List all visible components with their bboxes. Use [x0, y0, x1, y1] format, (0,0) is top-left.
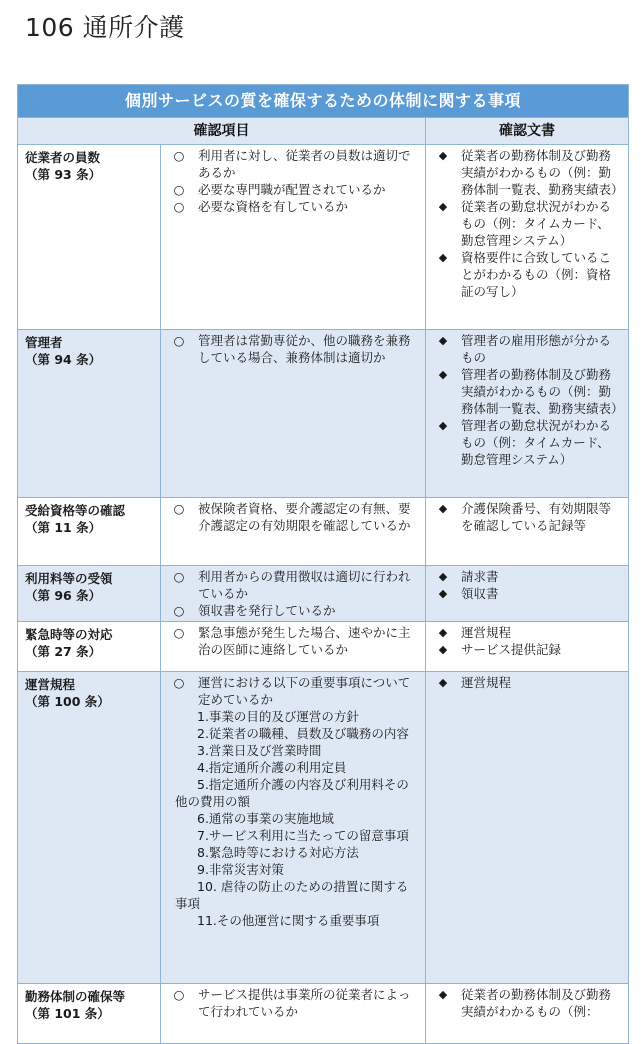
check-item-list: [165, 332, 419, 366]
category-name: 管理者: [25, 335, 63, 350]
category-name: 従業者の員数: [25, 150, 101, 165]
category-article: （第 100 条）: [25, 694, 110, 709]
document-item: [430, 198, 622, 249]
row-documents: [426, 672, 629, 984]
check-item: [165, 198, 419, 215]
category-article: （第 94 条）: [25, 352, 102, 367]
row-documents: [426, 330, 629, 498]
document-text: 領収書: [461, 586, 499, 601]
category-article: （第 11 条）: [25, 520, 102, 535]
table-row: [18, 330, 629, 498]
circle-bullet-icon: ○: [173, 333, 185, 348]
check-item-text: 利用者からの費用徴収は適切に行われているか: [198, 569, 411, 601]
table-banner: 個別サービスの質を確保するための体制に関する事項: [18, 85, 629, 118]
document-text: 資格要件に合致していることがわかるもの（例：資格証の写し）: [461, 250, 612, 299]
check-item: [165, 624, 419, 658]
table-row: [18, 672, 629, 984]
check-item: [165, 332, 419, 366]
diamond-bullet-icon: ◆: [438, 643, 448, 656]
document-text: 従業者の勤務体制及び勤務実績がわかるもの（例：: [461, 987, 612, 1019]
subitem: 4.指定通所介護の利用定員: [197, 760, 347, 775]
subitem-list: [165, 708, 419, 929]
row-check-items: [161, 330, 426, 498]
table-row: [18, 498, 629, 566]
diamond-bullet-icon: ◆: [438, 988, 448, 1001]
check-item-text: 必要な資格を有しているか: [198, 199, 349, 214]
check-item: [165, 602, 419, 619]
document-text: 従業者の勤務体制及び勤務実績がわかるもの（例：勤務体制一覧表、勤務実績表）: [461, 148, 624, 197]
document-list: [430, 624, 622, 658]
diamond-bullet-icon: ◆: [438, 334, 448, 347]
row-category: [18, 566, 161, 622]
diamond-bullet-icon: ◆: [438, 587, 448, 600]
document-item: [430, 568, 622, 585]
document-list: [430, 568, 622, 602]
document-text: 従業者の勤怠状況がわかるもの（例：タイムカード、勤怠管理システム）: [461, 199, 612, 248]
row-category: [18, 984, 161, 1044]
row-check-items: [161, 498, 426, 566]
check-item: [165, 674, 419, 708]
page-title: 106 通所介護: [25, 13, 185, 42]
document-list: [430, 986, 622, 1020]
check-item-list: [165, 568, 419, 619]
document-text: 管理者の雇用形態が分かるもの: [461, 333, 612, 365]
category-article: （第 27 条）: [25, 644, 102, 659]
document-list: [430, 332, 622, 468]
category-name: 利用料等の受領: [25, 571, 113, 586]
category-name: 運営規程: [25, 677, 76, 692]
subitem: 8.緊急時等における対応方法: [197, 845, 359, 860]
column-header-docs: 確認文書: [426, 118, 629, 145]
circle-bullet-icon: ○: [173, 625, 185, 640]
document-item: [430, 641, 622, 658]
document-text: 運営規程: [461, 625, 512, 640]
check-item-list: [165, 147, 419, 215]
row-category: [18, 672, 161, 984]
check-item-list: [165, 986, 419, 1020]
check-item-text: 運営における以下の重要事項について定めているか: [198, 675, 411, 707]
check-item: [165, 986, 419, 1020]
document-text: 請求書: [461, 569, 499, 584]
document-text: サービス提供記録: [461, 642, 562, 657]
circle-bullet-icon: ○: [173, 987, 185, 1002]
table-row: [18, 566, 629, 622]
document-item: [430, 624, 622, 641]
row-documents: [426, 145, 629, 330]
row-category: [18, 145, 161, 330]
row-category: [18, 622, 161, 672]
document-item: [430, 147, 622, 198]
check-item-text: 管理者は常勤専従か、他の職務を兼務している場合、兼務体制は適切か: [198, 333, 411, 365]
subitem: 9.非常災害対策: [197, 862, 284, 877]
row-documents: [426, 498, 629, 566]
check-item-list: [165, 674, 419, 708]
row-check-items: [161, 984, 426, 1044]
subitem: 1.事業の目的及び運営の方針: [197, 709, 359, 724]
diamond-bullet-icon: ◆: [438, 626, 448, 639]
document-item: [430, 332, 622, 366]
table-row: [18, 622, 629, 672]
document-list: [430, 147, 622, 300]
subitem: 11.その他運営に関する重要事項: [197, 913, 380, 928]
diamond-bullet-icon: ◆: [438, 419, 448, 432]
diamond-bullet-icon: ◆: [438, 200, 448, 213]
check-item-text: 必要な専門職が配置されているか: [198, 182, 386, 197]
category-name: 受給資格等の確認: [25, 503, 126, 518]
table-row: [18, 984, 629, 1044]
circle-bullet-icon: ○: [173, 569, 185, 584]
diamond-bullet-icon: ◆: [438, 502, 448, 515]
document-item: [430, 674, 622, 691]
circle-bullet-icon: ○: [173, 199, 185, 214]
subitem: 3.営業日及び営業時間: [197, 743, 322, 758]
document-item: [430, 986, 622, 1020]
row-documents: [426, 622, 629, 672]
check-item-text: 緊急事態が発生した場合、速やかに主治の医師に連絡しているか: [198, 625, 411, 657]
category-name: 勤務体制の確保等: [25, 989, 126, 1004]
document-item: [430, 417, 622, 468]
circle-bullet-icon: ○: [173, 182, 185, 197]
category-article: （第 101 条）: [25, 1006, 110, 1021]
diamond-bullet-icon: ◆: [438, 570, 448, 583]
circle-bullet-icon: ○: [173, 675, 185, 690]
document-item: [430, 249, 622, 300]
inspection-table: [17, 84, 629, 1044]
diamond-bullet-icon: ◆: [438, 251, 448, 264]
check-item-text: 利用者に対し、従業者の員数は適切であるか: [198, 148, 411, 180]
subitem: 2.従業者の職種、員数及び職務の内容: [197, 726, 409, 741]
row-check-items: [161, 566, 426, 622]
check-item-text: 被保険者資格、要介護認定の有無、要介護認定の有効期限を確認しているか: [198, 501, 411, 533]
row-check-items: [161, 622, 426, 672]
row-check-items: [161, 672, 426, 984]
subitem: 7.サービス利用に当たっての留意事項: [197, 828, 409, 843]
document-list: [430, 674, 622, 691]
check-item-text: サービス提供は事業所の従業者によって行われているか: [198, 987, 411, 1019]
column-header-items: 確認項目: [18, 118, 426, 145]
document-text: 運営規程: [461, 675, 512, 690]
row-check-items: [161, 145, 426, 330]
document-list: [430, 500, 622, 534]
document-item: [430, 585, 622, 602]
document-item: [430, 500, 622, 534]
circle-bullet-icon: ○: [173, 501, 185, 516]
check-item: [165, 181, 419, 198]
check-item-list: [165, 500, 419, 534]
row-documents: [426, 566, 629, 622]
document-text: 介護保険番号、有効期限等を確認している記録等: [461, 501, 612, 533]
subitem: 6.通常の事業の実施地域: [197, 811, 334, 826]
circle-bullet-icon: ○: [173, 148, 185, 163]
document-text: 管理者の勤怠状況がわかるもの（例：タイムカード、勤怠管理システム）: [461, 418, 612, 467]
row-category: [18, 498, 161, 566]
table-row: [18, 145, 629, 330]
document-text: 管理者の勤務体制及び勤務実績がわかるもの（例：勤務体制一覧表、勤務実績表）: [461, 367, 624, 416]
check-item: [165, 568, 419, 602]
category-article: （第 93 条）: [25, 167, 102, 182]
document-item: [430, 366, 622, 417]
diamond-bullet-icon: ◆: [438, 149, 448, 162]
row-documents: [426, 984, 629, 1044]
check-item: [165, 147, 419, 181]
circle-bullet-icon: ○: [173, 603, 185, 618]
category-article: （第 96 条）: [25, 588, 102, 603]
diamond-bullet-icon: ◆: [438, 676, 448, 689]
check-item-text: 領収書を発行しているか: [198, 603, 336, 618]
check-item: [165, 500, 419, 534]
category-name: 緊急時等の対応: [25, 627, 113, 642]
row-category: [18, 330, 161, 498]
subitem: 5.指定通所介護の内容及び利用料その他の費用の額: [175, 777, 409, 809]
diamond-bullet-icon: ◆: [438, 368, 448, 381]
subitem: 10. 虐待の防止のための措置に関する事項: [175, 879, 409, 911]
check-item-list: [165, 624, 419, 658]
